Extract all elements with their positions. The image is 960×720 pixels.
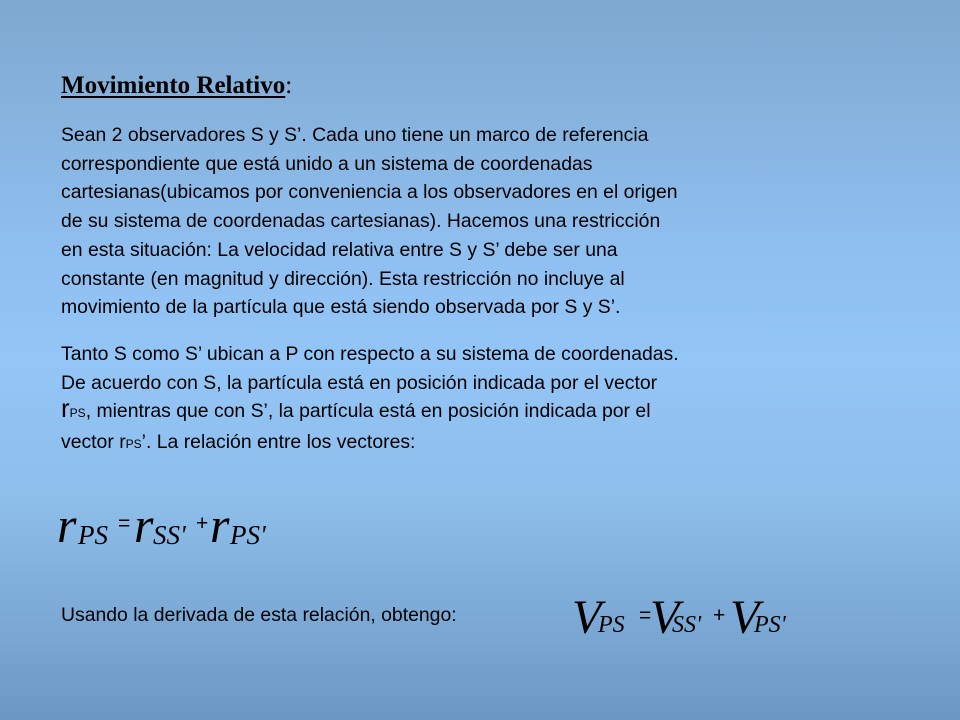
plus-sign: + xyxy=(196,512,209,535)
position-equation xyxy=(53,496,283,556)
eq-subscript: PS' xyxy=(230,520,266,550)
velocity-equation xyxy=(572,590,802,646)
paragraph-line: de su sistema de coordenadas cartesianas). Hacemos una restricción xyxy=(61,210,661,233)
paragraph-text: ’. La relación entre los vectores: xyxy=(141,431,416,454)
eq-subscript: PS xyxy=(598,612,625,638)
paragraph-position xyxy=(61,340,861,459)
eq-subscript: PS xyxy=(78,520,108,550)
eq-symbol: r xyxy=(210,497,230,553)
eq-symbol: r xyxy=(57,497,77,553)
vector-subscript: PS xyxy=(69,406,86,421)
plus-sign: + xyxy=(713,604,726,627)
paragraph-line: movimiento de la partícula que está siendo observada por S y S’. xyxy=(61,296,621,319)
paragraph-line: Tanto S como S’ ubican a P con respecto a su sistema de coordenadas. xyxy=(61,343,679,365)
eq-symbol: r xyxy=(134,497,154,553)
eq-subscript: SS' xyxy=(672,612,702,638)
vector-r-symbol: r xyxy=(61,393,70,424)
paragraph-line xyxy=(61,393,861,428)
paragraph-line: en esta situación: La velocidad relativa entre S y S’ debe ser una xyxy=(61,238,618,261)
equals-sign: = xyxy=(639,604,652,627)
paragraph-line: cartesianas(ubicamos por conveniencia a los observadores en el origen xyxy=(61,181,678,204)
paragraph-text: vector r xyxy=(61,431,126,454)
eq-symbol: V xyxy=(572,591,602,644)
paragraph-line: Sean 2 observadores S y S’. Cada uno tiene un marco de referencia xyxy=(61,124,649,146)
derivative-text: Usando la derivada de esta relación, obtengo: xyxy=(61,604,457,626)
paragraph-line: constante (en magnitud y dirección). Esta restricción no incluye al xyxy=(61,267,625,290)
paragraph-line: correspondiente que está unido a un sistema de coordenadas xyxy=(61,152,593,175)
eq-symbol: V xyxy=(730,591,760,644)
paragraph-line: De acuerdo con S, la partícula está en posición indicada por el vector xyxy=(61,371,658,394)
paragraph-text: , mientras que con S’, la partícula está en posición indicada por el xyxy=(85,400,651,423)
title-text: Movimiento Relativo xyxy=(61,72,286,99)
title-colon: : xyxy=(285,72,293,99)
slide-title xyxy=(61,72,292,100)
eq-subscript: SS' xyxy=(153,520,186,550)
eq-symbol: V xyxy=(650,591,680,644)
paragraph-line xyxy=(61,428,861,459)
equals-sign: = xyxy=(118,512,131,535)
vector-subscript: PS xyxy=(125,437,142,452)
eq-subscript: PS' xyxy=(754,612,786,638)
paragraph-observers xyxy=(61,121,861,322)
